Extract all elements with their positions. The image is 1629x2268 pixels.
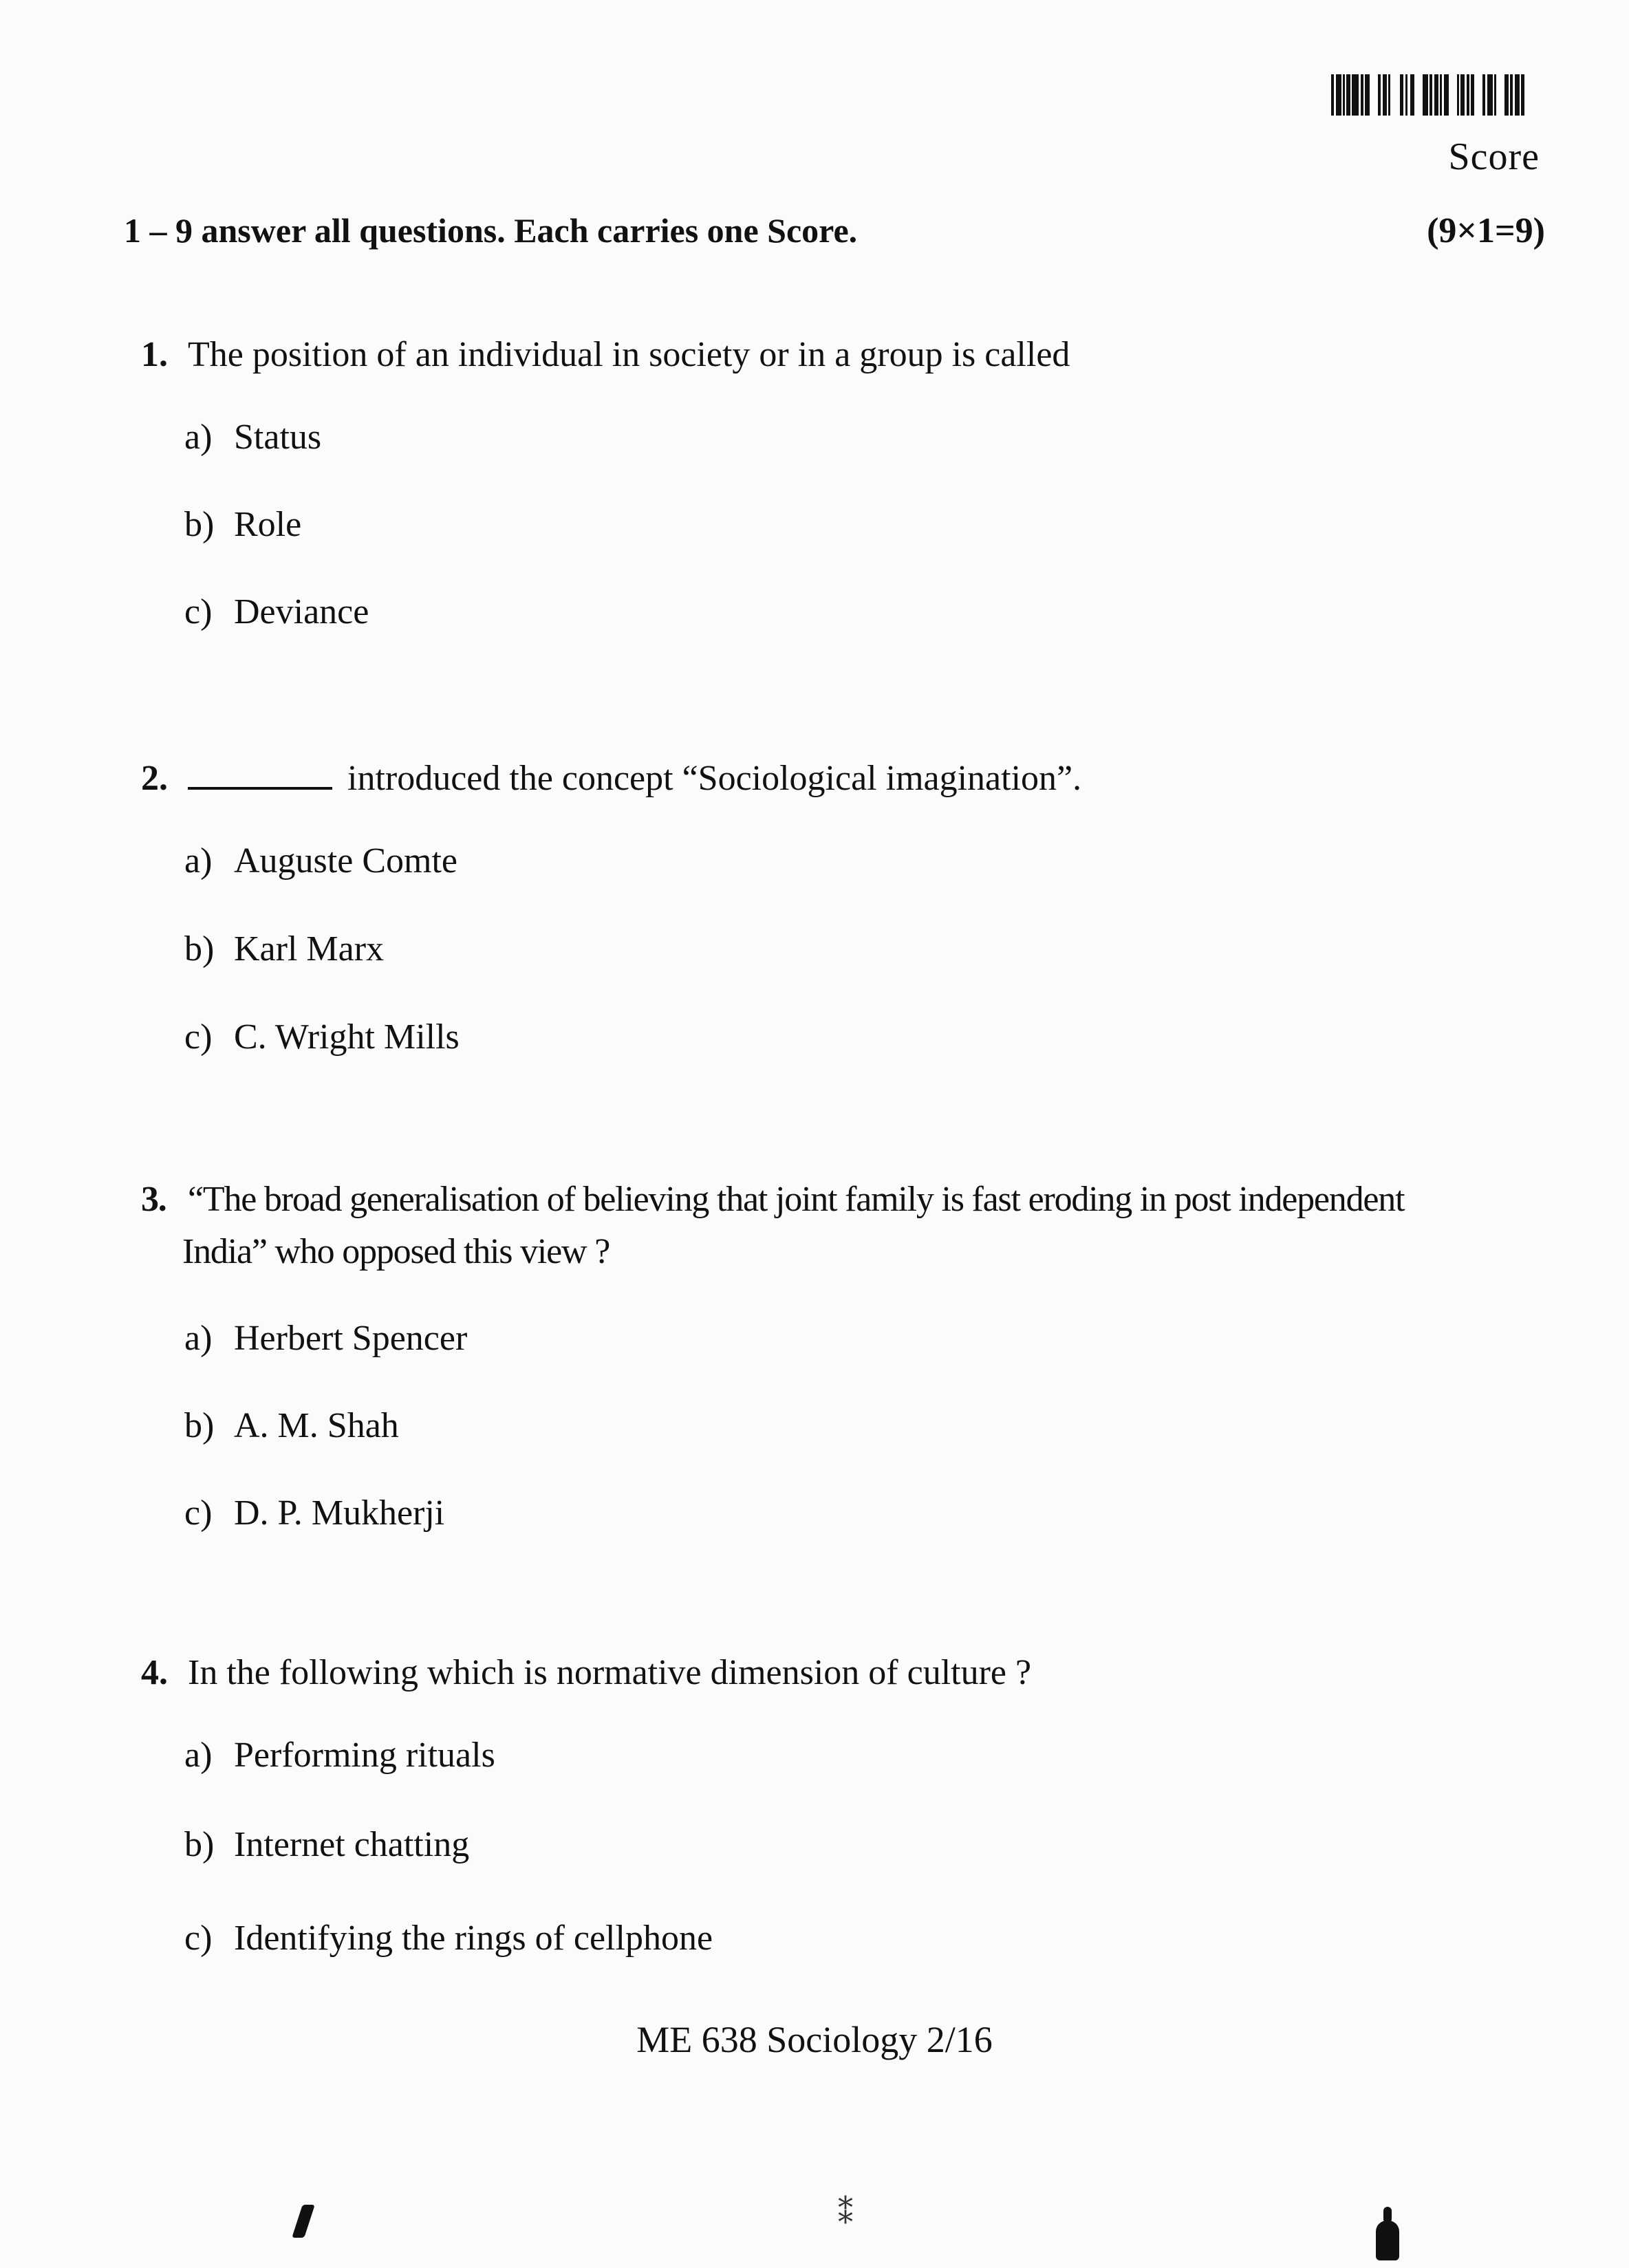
option-text: Role	[234, 505, 302, 544]
score-label: Score	[1448, 136, 1540, 178]
question-number: 1.	[141, 335, 168, 374]
option-label: c)	[184, 1493, 213, 1533]
option-label: a)	[184, 1736, 213, 1775]
option-text: Identifying the rings of cellphone	[234, 1919, 713, 1958]
option-text: Auguste Comte	[234, 841, 457, 881]
question-4	[141, 1647, 1517, 1699]
option-2a	[184, 841, 457, 881]
option-text: Herbert Spencer	[234, 1319, 468, 1358]
option-text: A. M. Shah	[234, 1406, 399, 1445]
option-3b	[184, 1405, 399, 1446]
option-label: a)	[184, 418, 213, 457]
option-3a	[184, 1318, 467, 1359]
page-footer: ME 638 Sociology 2/16	[636, 2019, 993, 2060]
option-label: c)	[184, 1017, 213, 1057]
question-text: introduced the concept “Sociological imagination”.	[347, 759, 1082, 798]
option-text: Karl Marx	[234, 929, 385, 969]
option-2c	[184, 1017, 460, 1057]
registration-mark-icon	[292, 2205, 315, 2238]
question-number: 3.	[141, 1180, 166, 1219]
registration-mark-icon: ⁑	[838, 2196, 853, 2230]
option-label: c)	[184, 1919, 213, 1958]
option-text: D. P. Mukherji	[234, 1493, 445, 1533]
option-2b	[184, 929, 384, 969]
answer-blank	[188, 759, 332, 790]
question-text-line1: “The broad generalisation of believing that joint family is fast eroding in post independent	[188, 1180, 1405, 1219]
option-text: C. Wright Mills	[234, 1017, 460, 1057]
question-2	[141, 753, 1517, 805]
option-4a	[184, 1735, 495, 1775]
option-label: b)	[184, 505, 215, 544]
option-label: a)	[184, 1319, 213, 1358]
option-3c	[184, 1493, 444, 1533]
option-label: a)	[184, 841, 213, 881]
option-label: b)	[184, 1406, 215, 1445]
option-1c	[184, 592, 369, 632]
option-label: b)	[184, 929, 215, 969]
question-text-line2: India” who opposed this view ?	[182, 1232, 610, 1271]
question-text: In the following which is normative dimension of culture ?	[188, 1653, 1032, 1692]
option-text: Status	[234, 418, 322, 457]
option-text: Deviance	[234, 592, 369, 631]
option-label: c)	[184, 592, 213, 631]
section-marks: (9×1=9)	[1427, 211, 1545, 250]
option-4c	[184, 1918, 713, 1958]
question-text: The position of an individual in society or in a group is called	[188, 335, 1070, 374]
registration-mark-icon	[1376, 2221, 1399, 2260]
question-1	[141, 329, 1517, 381]
barcode-icon	[1331, 74, 1550, 116]
question-number: 2.	[141, 759, 168, 798]
section-instruction: 1 – 9 answer all questions. Each carries one Score.	[124, 211, 858, 250]
question-3	[141, 1174, 1517, 1278]
question-number: 4.	[141, 1653, 168, 1692]
option-text: Performing rituals	[234, 1736, 495, 1775]
option-1b	[184, 504, 301, 545]
option-1a	[184, 417, 321, 457]
option-text: Internet chatting	[234, 1825, 470, 1864]
option-label: b)	[184, 1825, 215, 1864]
option-4b	[184, 1824, 469, 1865]
